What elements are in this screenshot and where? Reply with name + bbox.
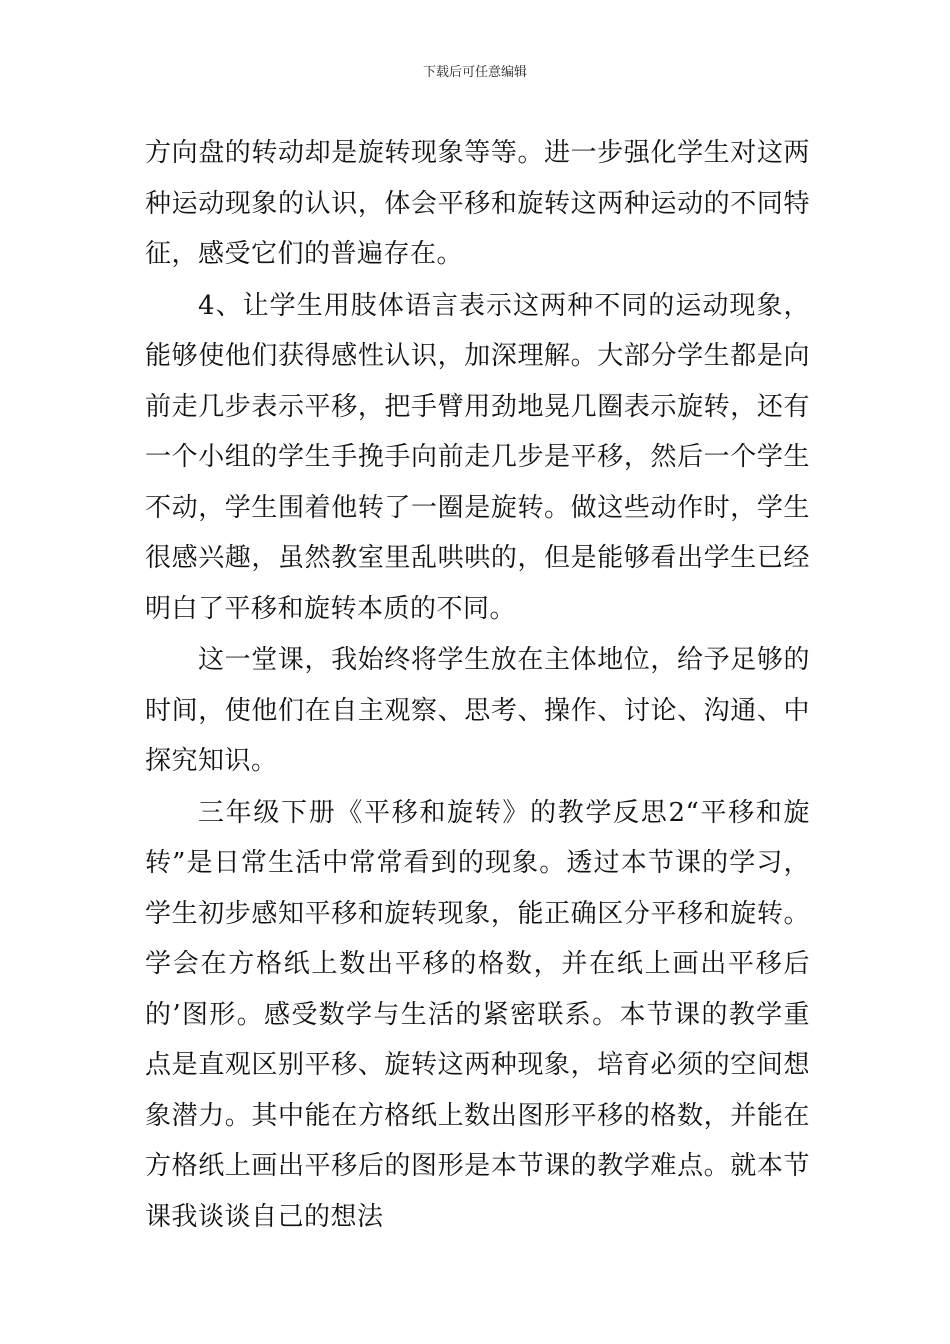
paragraph-student-centered: 这一堂课，我始终将学生放在主体地位，给予足够的时间，使他们在自主观察、思考、操作、讨论、沟通、中探究知识。	[145, 645, 810, 776]
paragraph-continuation: 方向盘的转动却是旋转现象等等。进一步强化学生对这两种运动现象的认识，体会平移和旋转这两种运动的不同特征，感受它们的普遍存在。	[145, 138, 810, 269]
paragraph-body-language: 4、让学生用肢体语言表示这两种不同的运动现象，能够使他们获得感性认识，加深理解。大部分学生都是向前走几步表示平移，把手臂用劲地晃几圈表示旋转，还有一个小组的学生手挽手向前走几步是平移，然后一个学生不动，学生围着他转了一圈是旋转。做这些动作时，学生很感兴趣，虽然教室里乱哄哄的，但是能够看出学生已经明白了平移和旋转本质的不同。	[145, 290, 810, 624]
paragraph-reflection-2: 三年级下册《平移和旋转》的教学反思2“平移和旋转”是日常生活中常常看到的现象。透过本节课的学习，学生初步感知平移和旋转现象，能正确区分平移和旋转。学会在方格纸上数出平移的格数，并在纸上画出平移后的’图形。感受数学与生活的紧密联系。本节课的教学重点是直观区别平移、旋转这两种现象，培育必须的空间想象潜力。其中能在方格纸上数出图形平移的格数，并能在方格纸上画出平移后的图形是本节课的教学难点。就本节课我谈谈自己的想法	[145, 797, 810, 1232]
document-body	[145, 128, 810, 1242]
page-header-note: 下载后可任意编辑	[422, 65, 527, 80]
